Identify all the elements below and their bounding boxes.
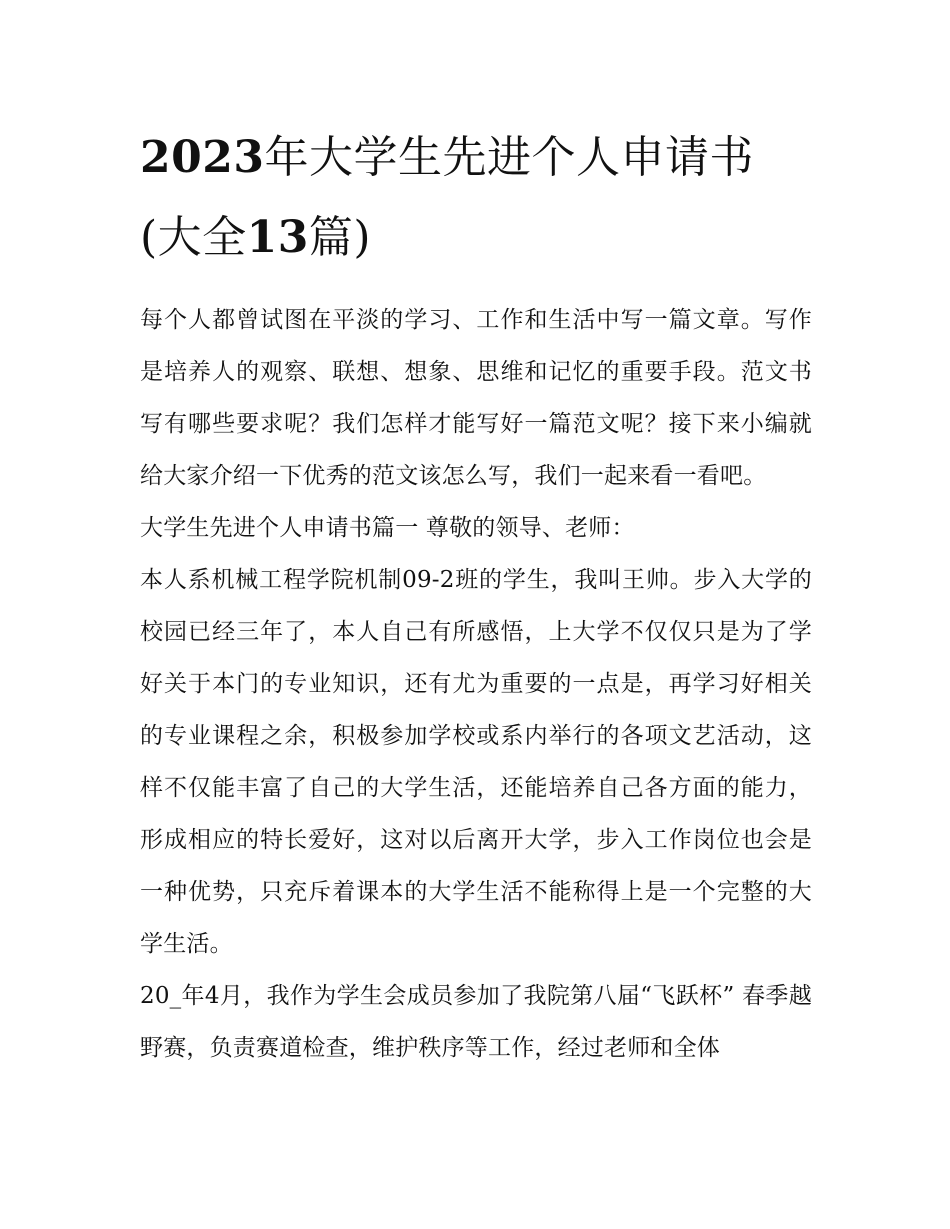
intro-paragraph: 每个人都曾试图在平淡的学习、工作和生活中写一篇文章。写作是培养人的观察、联想、想象、思维和记忆的重要手段。范文书写有哪些要求呢？我们怎样才能写好一篇范文呢？接下来小编就给大家介绍一下优秀的范文该怎么写，我们一起来看一看吧。 xyxy=(140,307,812,489)
section-heading-paragraph: 大学生先进个人申请书篇一 尊敬的领导、老师： xyxy=(140,515,635,541)
body-paragraph: 20_年4月，我作为学生会成员参加了我院第八届“飞跃杯” 春季越野赛，负责赛道检查，维护秩序等工作，经过老师和全体 xyxy=(140,983,812,1061)
title-count: 13 xyxy=(246,212,309,263)
title-suffix: 篇) xyxy=(308,212,372,263)
body-paragraph: 本人系机械工程学院机制09-2班的学生，我叫王帅。步入大学的校园已经三年了，本人自己有所感悟，上大学不仅仅只是为了学好关于本门的专业知识，还有尤为重要的一点是，再学习好相关的专业课程之余，积极参加学校或系内举行的各项文艺活动，这样不仅能丰富了自己的大学生活，还能培养自己各方面的能力，形成相应的特长爱好，这对以后离开大学，步入工作岗位也会是一种优势，只充斥着课本的大学生活不能称得上是一个完整的大学生活。 xyxy=(140,567,812,957)
document-content xyxy=(140,118,812,1074)
title-text: 年大学生先进个人申请书(大全 xyxy=(140,132,754,263)
title-year: 2023 xyxy=(140,132,265,183)
document-title xyxy=(140,118,812,278)
document-body xyxy=(140,294,812,1074)
